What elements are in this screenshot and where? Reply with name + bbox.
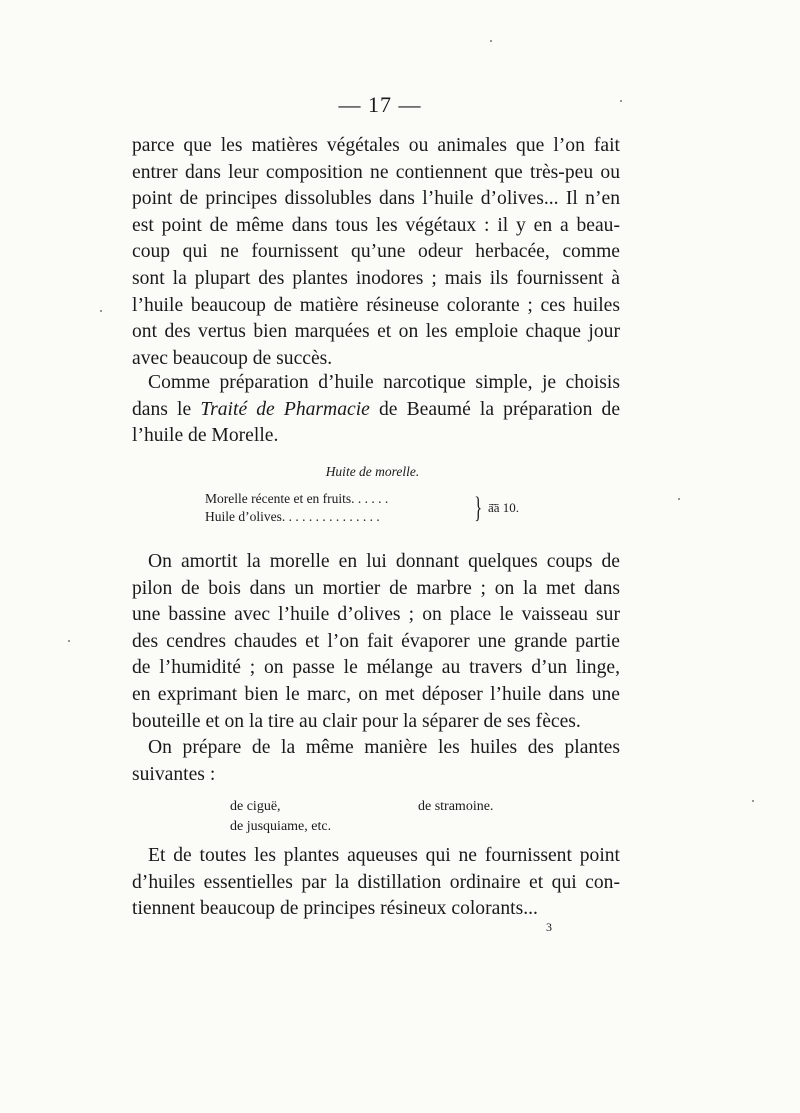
book-title: Traité de Pharmacie [200,398,370,420]
text-line: On prépare de la même manière les huiles des plantes [148,737,620,758]
paper-speck [490,40,492,42]
recipe-row: Huile d’olives. . . . . . . . . . . . . . . [205,509,380,524]
paper-speck [678,498,680,500]
text-line: sont la plupart des plantes inodores ; mais ils fournissent à [132,267,620,289]
paragraph-3 [132,549,620,735]
paragraph-4 [132,735,620,788]
text-line: en exprimant bien le marc, on met déposer l’huile dans une [132,683,620,705]
paper-speck [68,640,70,642]
text-line: entrer dans leur composition ne contiennent que très-peu ou [132,161,620,183]
text-line: bouteille et on la tire au clair pour la séparer de ses fèces. [132,710,581,732]
paper-speck [752,800,754,802]
recipe-list [205,490,475,526]
text-line: d’huiles essentielles par la distillation ordinaire et qui con- [132,871,620,893]
paragraph-2 [132,370,620,450]
signature-mark: 3 [546,920,552,934]
paper-speck [100,310,102,312]
text-line: suivantes : [132,763,216,785]
text-line: parce que les matières végétales ou animales que l’on fait [132,135,620,156]
text-line: l’huile de Morelle. [132,425,279,447]
text-line: On amortit la morelle en lui donnant quelques coups de [148,551,620,572]
recipe-brace: } [474,491,483,524]
plant-item: de stramoine. [418,799,494,814]
recipe-row: Morelle récente et en fruits. . . . . . [205,491,389,506]
text-line: des cendres chaudes et l’on fait évaporer une grande partie [132,630,620,652]
text-line: est point de même dans tous les végétaux : il y en a beau- [132,214,620,236]
paragraph-5 [132,843,620,923]
text-line: Comme préparation d’huile narcotique simple, je choisis [148,372,620,393]
text-line: l’huile beaucoup de matière résineuse colorante ; ces huiles [132,294,620,316]
text-line: Et de toutes les plantes aqueuses qui ne fournissent point [148,845,620,866]
text-span: de Beaumé la préparation de [369,398,621,420]
text-line: avec beaucoup de succès. [132,347,333,369]
paragraph-1 [132,133,620,372]
paper-speck [620,100,622,102]
text-line: point de principes dissolubles dans l’huile d’olives... Il n’en [132,188,620,210]
plant-item: de jusquiame, etc. [230,819,332,834]
page-number: — 17 — [338,92,422,117]
recipe-title: Huite de morelle. [325,464,420,479]
text-line: ont des vertus bien marquées et on les emploie chaque jour [132,321,620,343]
text-line: de l’humidité ; on passe le mélange au travers d’un linge, [132,657,620,679]
text-line: une bassine avec l’huile d’olives ; on place le vaisseau sur [132,604,620,626]
text-line [132,397,620,424]
text-line: pilon de bois dans un mortier de marbre ; on la met dans [132,577,620,599]
text-span: dans le [132,398,201,420]
text-line: tiennent beaucoup de principes résineux colorants... [132,898,538,920]
text-line: coup qui ne fournissent qu’une odeur herbacée, comme [132,241,620,263]
plant-item: de ciguë, [230,799,281,814]
recipe-quantity: ā̄ā 10. [488,500,520,515]
